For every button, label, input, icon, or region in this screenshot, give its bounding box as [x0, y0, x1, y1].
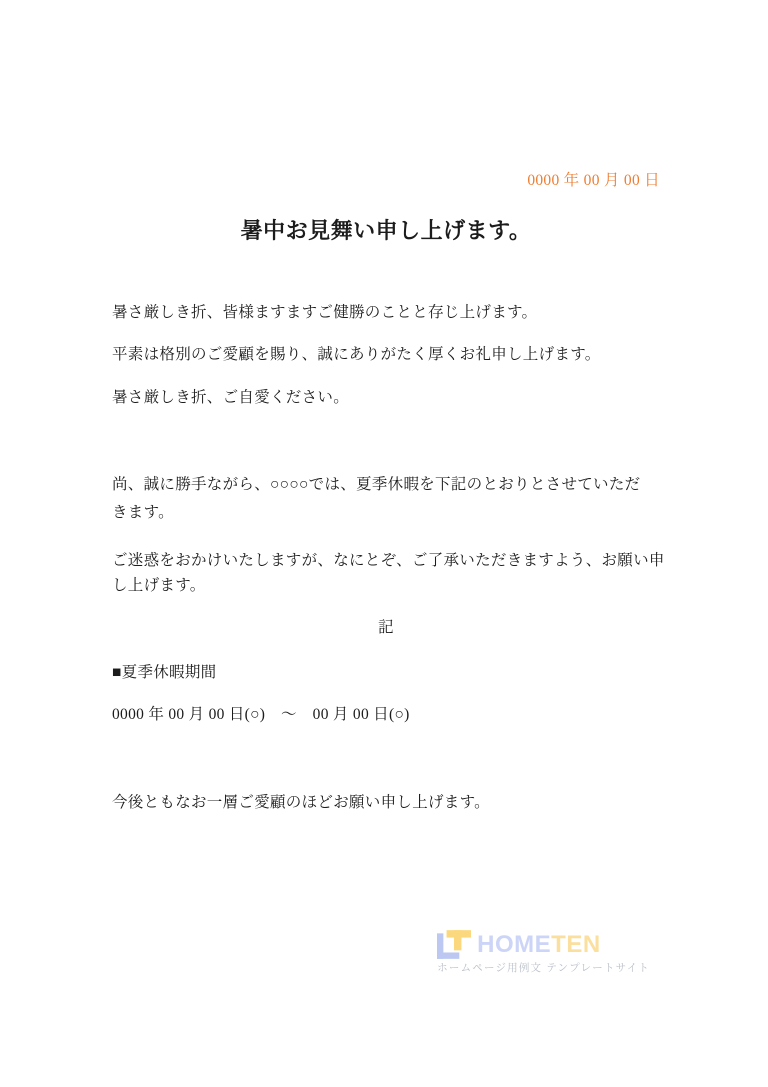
vacation-period-dates: 0000 年 00 月 00 日(○) ～ 00 月 00 日(○) — [112, 706, 410, 723]
hometen-house-monogram-icon — [437, 930, 471, 959]
logo-home-text: HOME — [477, 930, 552, 958]
page-title: 暑中お見舞い申し上げます。 — [240, 218, 532, 243]
document-date: 0000 年 00 月 00 日 — [527, 172, 660, 189]
notice-paragraph-2-line-1: ご迷惑をおかけいたしますが、なにとぞ、ご了承いただきますよう、お願い申 — [112, 552, 665, 569]
section-heading-summer-vacation: ■夏季休暇期間 — [112, 664, 217, 681]
footer-logo — [437, 930, 650, 975]
logo-ten-text: TEN — [551, 930, 601, 958]
notice-paragraph-1-line-1: 尚、誠に勝手ながら、○○○○では、夏季休暇を下記のとおりとさせていただ — [112, 476, 641, 493]
notice-paragraph-1-line-2: きます。 — [112, 504, 174, 521]
footer-logo-row — [437, 930, 601, 959]
notice-paragraph-2-line-2: し上げます。 — [112, 577, 206, 594]
closing-line: 今後ともなお一層ご愛顧のほどお願い申し上げます。 — [112, 794, 490, 811]
footer-logo-wordmark — [477, 931, 601, 959]
record-marker: 記 — [378, 619, 394, 636]
greeting-line-3: 暑さ厳しき折、ご自愛ください。 — [112, 389, 350, 406]
greeting-line-2: 平素は格別のご愛顧を賜り、誠にありがたく厚くお礼申し上げます。 — [112, 346, 601, 363]
footer-logo-tagline: ホームページ用例文 テンプレートサイト — [437, 962, 650, 974]
greeting-line-1: 暑さ厳しき折、皆様ますますご健勝のことと存じ上げます。 — [112, 304, 538, 321]
